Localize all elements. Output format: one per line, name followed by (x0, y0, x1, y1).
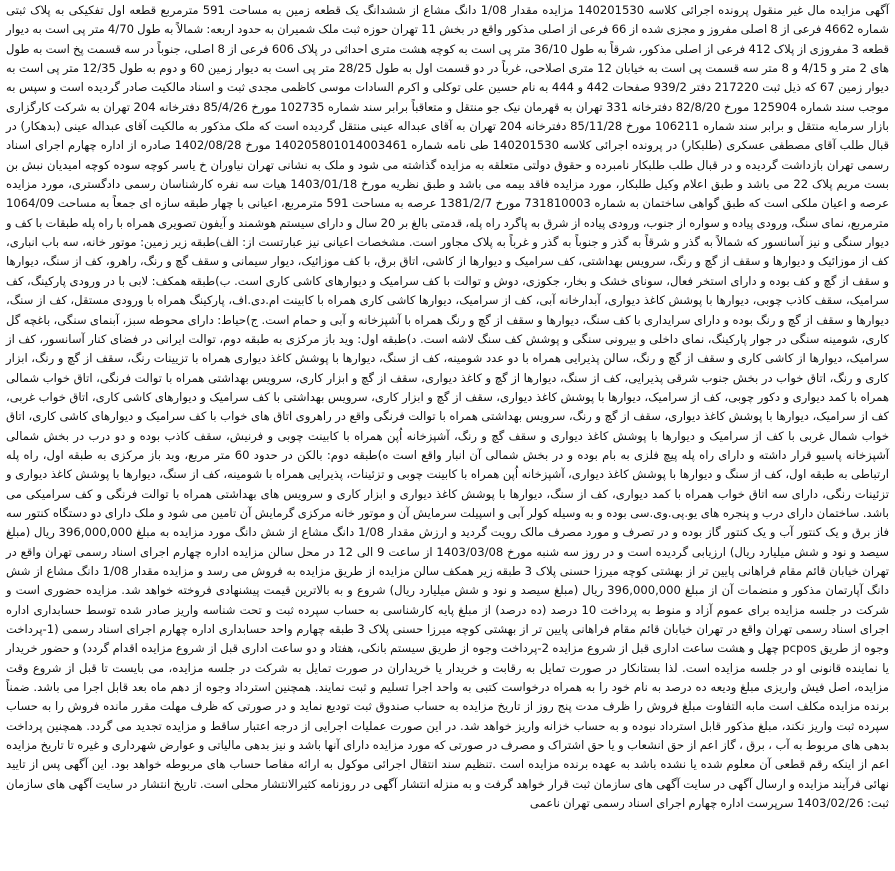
notice-body-text: آگهی مزایده مال غیر منقول پرونده اجرائی کلاسه 140201530 مزایده مقدار 1/08 دانگ مشاع از ششدانگ یک قطعه زمین به مساحت 591 مترمربع قطعه اول تفکیکی به پلاک ثبتی شماره 4662 فرعی از 8 اصلی مفروز و مجزی شده از 66 فرعی از اصلی مذکور واقع در بخش 11 تهران حوزه ثبت ملک شمیران به حدود اربعه: شمالاً به طول 4/70 متر پی است به دیوار قطعه 3 مفروزی از پلاک 412 فرعی از اصلی مذکور، شرقاً به طول 36/10 متر پی است به کوچه هشت متری احداثی در پلاک 606 فرعی از 8 اصلی، جنوباً در سه قسمت پخ است به طول های 2 متر و 4/15 و 8 متر سه قسمت پی است به خیابان 12 متری اصلاحی، غرباً در دو قسمت اول به طول 28/25 متر پی است به دیوار زمین 60 و دوم به طول 12/35 متر پی است به دیوار زمین 67 که ذیل ثبت 217220 دفتر 939/2 صفحات 442 و 444 به نام حسین علی توکلی و اکرم السادات موسی کاظمی مجدی ثبت و اسناد مالکیت صادر گردیده است و سپس به موجب سند شماره 125904 مورخ 82/8/20 دفترخانه 331 تهران به قهرمان نیک جو منتقل و متعاقباً برابر سند شماره 102735 مورخ 85/4/26 دفترخانه 204 تهران به شرکت کارگزاری بازار سرمایه منتقل و برابر سند شماره 106211 مورخ 85/11/28 دفترخانه 204 تهران به آقای عبداله عینی منتقل گردیده است که ملک مذکور به مالکیت آقای عبداله عینی (بدهکار) در قبال طلب آقای مصطفی عسکری (طلبکار) در پرونده اجرائی کلاسه 140201530 طی نامه شماره 140205801014003461 مورخ 1402/08/28 صادره از اداره چهارم اجرای اسناد رسمی تهران بازداشت گردیده و در قبال طلب طلبکار نامبرده و حقوق دولتی متعلقه به مزایده گذاشته می شود و ملک به نشانی تهران نیاوران خ یاسر کوچه سوده کوچه امیدیان نبش بن بست مریم پلاک 22 می باشد و طبق اعلام وکیل طلبکار، مورد مزایده فاقد بیمه می باشد و طبق نظریه مورخ 1403/01/18 هیات سه نفره کارشناسان رسمی دادگستری، مورد مزایده عرصه و اعیان ملکی است که طبق گواهی ساختمان به شماره 731810003 مورخ 1381/2/7 عرصه به مساحت 591 مترمربع، اعیانی با چهار طبقه سازه ای جمعاً به مساحت 1064/09 مترمربع، نمای سنگ، ورودی پیاده و سواره از جنوب، ورودی پیاده از شرق به پاگرد راه پله، قدمتی بالغ بر 20 سال و دارای سیستم هوشمند و آیفون تصویری همراه با راه پله طبقات با کف و دیوار سنگی و نیز آسانسور که شمالاً به گذر و شرقاً به گذر و جنوباً به گذر و غرباً به پلاک مجاور است. مشخصات اعیانی نیز عبارتست از: الف)طبقه زیر زمین: موتور خانه، سه باب انباری، کف از موزائیک و دیوارها و سقف از گچ و رنگ، سرویس بهداشتی، کف سرامیک و دیوارها از کاشی، اتاق برق، با کف موزائیک، دیوار سیمانی و سقف گچ و رنگ، راهرو، کف از سنگ، دیوارها و سقف از گچ و کف بوده و دارای استخر فعال، سونای خشک و بخار، جکوزی، دوش و توالت با کف سرامیک و دیوارهای کاشی کاری است. ب)طبقه همکف: لابی با در ورودی پارکینگ، کف سرامیک، سقف کاذب چوبی، دیوارها با پوشش کاغذ دیواری، آبدارخانه آبی، کف از سرامیک، دیوارها کاشی کاری همراه با کابینت ام.دی.اف، پارکینگ همراه با ورودی مستقل، کف از سنگ، دیوارها و سقف از گچ و رنگ بوده و دارای سرایداری با کف سنگ، دیوارها و سقف از گچ و رنگ همراه با آشپزخانه و آبی و حمام است. ج)حیاط: دارای محوطه سبز، آبنمای سنگی، باغچه گل کاری، شومینه سنگی در جوار پارکینگ، نمای داخلی و بیرونی سنگی و پوشش کف سنگ لاشه است. د)طبقه اول: وید باز مرکزی به طبقه دوم، توالت ایرانی در فضای کنار آسانسور، کف از سرامیک، دیوارها از کاشی کاری و سقف از گچ و رنگ، سالن پذیرایی همراه با دو عدد شومینه، کف از سنگ، دیوارها با پوشش کاغذ دیواری همراه با تزیینات رنگ، سقف از گچ و رنگ، ابزار کاری و رنگ، اتاق خواب در بخش جنوب شرقی پذیرایی، کف از سنگ، دیوارها از گچ و کاغذ دیواری، سقف از گچ و ابزار کاری، سرویس بهداشتی همراه با توالت فرنگی، اتاق خواب شمالی همراه با کمد دیواری و دکور چوبی، کف از سرامیک، دیوارها با پوشش کاغذ دیواری، سقف از گچ و ابزار کاری، سرویس بهداشتی با کف سرامیک و دیوارهای کاشی کاری، اتاق خواب غربی، کف از سرامیک، دیوارها با پوشش کاغذ دیواری، سقف از گچ و رنگ، سرویس بهداشتی همراه با توالت فرنگی واقع در راهروی اتاق های خواب با کف سرامیک و دیوارهای کاشی کاری، اتاق خواب شمال غربی با کف از سرامیک و دیوارها با پوشش کاغذ دیواری و سقف گچ و رنگ، آشپزخانه اُپن همراه با کابینت چوبی و فرنیش، سقف کاذب بوده و دو درب در بخش شمالی آشپزخانه پاسیو قرار داشته و دارای راه پله پیچ فلزی به بام بوده و در بخش شمالی آن انبار واقع است ه)طبقه دوم: بالکن در حدود 60 متر مربع، وید باز مرکزی به طبقه اول، راه پله ارتباطی به طبقه اول، کف از سنگ و دیوارها با پوشش کاغذ دیواری، آشپزخانه اُپن همراه با کابینت چوبی و تزئینات، پذیرایی همراه با شومینه، کف از سنگ، دیوارها با پوشش کاغذ دیواری و تزئینات رنگی، دارای سه اتاق خواب همراه با کمد دیواری، کف از سنگ، دیوارها با پوشش کاغذ دیواری و ابزار کاری و سرویس های بهداشتی همراه با توالت فرنگی و کف سرامیکی می باشد. ساختمان دارای درب و پنجره های یو.پی.وی.سی بوده و به وسیله کولر آبی و اسپیلت سرمایش آن و موتور خانه مرکزی گرمایش آن تامین می شود و ملک دارای دو دستگاه کنتور سه فاز برق و یک کنتور آب و یک کنتور گاز بوده و در تصرف و مورد مصرف مالک رویت گردید و ارزش مقدار 1/08 دانگ مشاع از شش دانگ مورد مزایده به مبلغ 396,000,000 ریال (مبلغ سیصد و نود و شش میلیارد ریال) ارزیابی گردیده است و در روز سه شنبه مورخ 1403/03/08 از ساعت 9 الی 12 در محل سالن مزایده اداره چهارم اجرای اسناد رسمی تهران واقع در تهران خیابان قائم مقام فراهانی پایین تر از بهشتی کوچه میرزا حسنی پلاک 3 طبقه زیر همکف سالن مزایده از طریق مزایده به فروش می رسد و مزایده مقدار 1/08 دانگ مشاع از شش دانگ آپارتمان مذکور و منضمات آن از مبلغ 396,000,000 ریال (مبلغ سیصد و نود و شش میلیارد ریال) شروع و به بالاترین قیمت پیشنهادی فروخته خواهد شد. مزایده حضوری است و شرکت در جلسه مزایده برای عموم آزاد و منوط به پرداخت 10 درصد (ده درصد) از مبلغ پایه کارشناسی به حساب سپرده ثبت و تحت شناسه واریز صادر شده توسط حسابداری اداره اجرای اسناد رسمی تهران واقع در تهران خیابان قائم مقام فراهانی پایین تر از بهشتی کوچه میرزا حسنی پلاک 3 طبقه چهارم واحد حسابداری اداره چهارم اجرای اسناد رسمی (1-پرداخت وجوه از طریق pcpos چهل و هشت ساعت اداری قبل از شروع مزایده 2-پرداخت وجوه از طریق سیستم بانکی، هفتاد و دو ساعت اداری قبل از شروع مزایده اقدام گردد) و حضور خریدار یا نماینده قانونی او در جلسه مزایده است. لذا بستانکار در صورت تمایل به رقابت و خریدار یا خریداران در صورت تمایل به شرکت در جلسه مزایده، می بایست تا قبل از شروع وقت مزایده، اصل فیش واریزی مبلغ ودیعه ده درصد به نام خود را به همراه درخواست کتبی به واحد اجرا تسلیم و ثبت نمایند. همچنین استرداد وجوه از دهم ماه بعد قابل اجرا می باشد. ضمناً برنده مزایده مکلف است مابه التفاوت مبلغ فروش را ظرف مدت پنج روز از تاریخ مزایده به حساب صندوق ثبت تودیع نماید و در صورتی که ظرف مهلت مقرر مانده فروش را به حساب سپرده ثبت واریز نکند، مبلغ مذکور قابل استرداد نبوده و به حساب خزانه واریز خواهد شد. در این صورت عملیات اجرایی از درجه اعتبار ساقط و مزایده تجدید می گردد. همچنین پرداخت بدهی های مربوط به آب ، برق ، گاز اعم از حق انشعاب و یا حق اشتراک و مصرف در صورتی که مورد مزایده دارای آنها باشد و نیز بدهی مالیاتی و عوارض شهرداری و غیره تا تاریخ مزایده اعم از اینکه رقم قطعی آن معلوم شده یا نشده باشد به عهده برنده مزایده است .تنظیم سند انتقال اجرائی موکول به ارائه مفاصا حساب های مربوطه خواهد بود. این آگهی پس از تایید نهائی فرآیند مزایده و ارسال آگهی در سایت آگهی های سازمان ثبت قرار خواهد گرفت و به منزله انتشار آگهی در روزنامه کثیرالانتشار محلی است. تاریخ انتشار در سایت آگهی های سازمان ثبت: 1403/02/26 سرپرست اداره چهارم اجرای اسناد رسمی تهران ناعمی (6, 3, 890, 811)
